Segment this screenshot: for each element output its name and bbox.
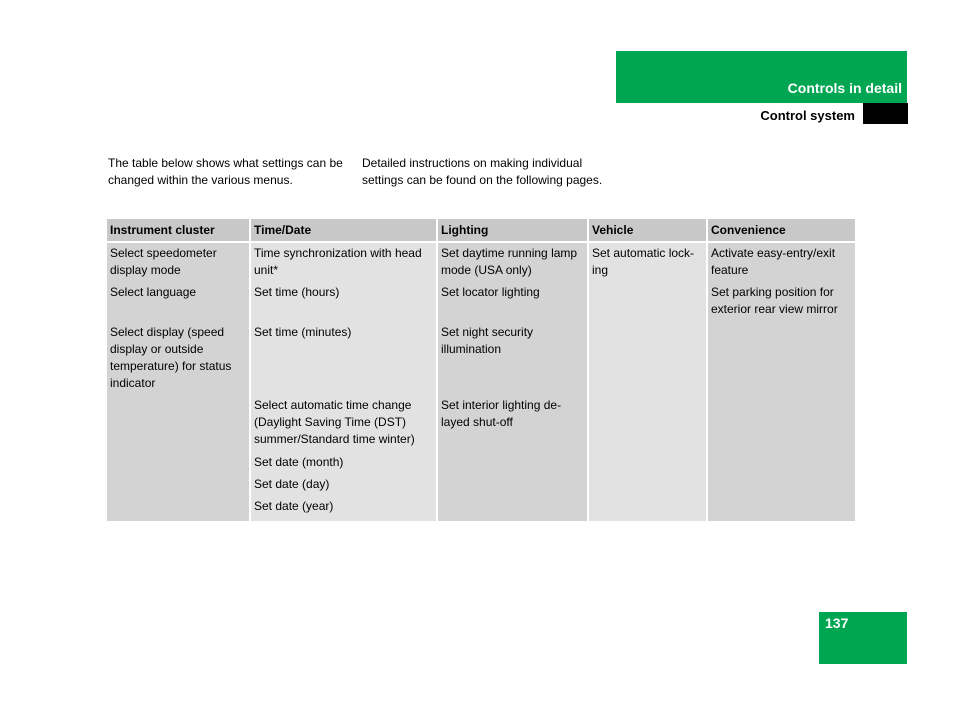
section-title: Controls in detail (787, 80, 902, 96)
table-cell (707, 474, 855, 496)
table-cell (107, 474, 250, 496)
table-cell (707, 322, 855, 395)
table-cell (707, 496, 855, 521)
table-cell: Set interior lighting de-layed shut-off (437, 395, 588, 452)
table-row (107, 452, 855, 474)
table-cell: Select language (107, 282, 250, 322)
table-cell (588, 452, 707, 474)
table-cell: Set automatic lock-ing (588, 242, 707, 282)
table-cell (588, 395, 707, 452)
column-header-vehicle: Vehicle (588, 219, 707, 242)
table-cell: Select speedometer display mode (107, 242, 250, 282)
section-marker-tab (863, 103, 908, 124)
table-cell (107, 496, 250, 521)
column-header-time-date: Time/Date (250, 219, 437, 242)
table-cell: Set parking position for exterior rear view mirror (707, 282, 855, 322)
table-cell (707, 452, 855, 474)
table-row (107, 242, 855, 282)
table-cell (437, 496, 588, 521)
table-cell: Set locator lighting (437, 282, 588, 322)
table-cell: Activate easy-entry/exit feature (707, 242, 855, 282)
table-row (107, 395, 855, 452)
table-cell (707, 395, 855, 452)
table-row (107, 496, 855, 521)
page-number: 137 (825, 615, 849, 631)
column-header-instrument-cluster: Instrument cluster (107, 219, 250, 242)
table-cell: Set daytime running lamp mode (USA only) (437, 242, 588, 282)
table-row (107, 322, 855, 395)
table-cell (107, 395, 250, 452)
table-cell: Set time (hours) (250, 282, 437, 322)
table-cell: Set time (minutes) (250, 322, 437, 395)
table-row (107, 282, 855, 322)
table-cell: Set date (year) (250, 496, 437, 521)
table-cell: Set date (day) (250, 474, 437, 496)
intro-text-right: Detailed instructions on making individual settings can be found on the following pages. (362, 156, 603, 187)
table-cell (588, 474, 707, 496)
settings-table (107, 219, 855, 521)
table-cell (437, 474, 588, 496)
column-header-lighting: Lighting (437, 219, 588, 242)
table-cell: Set night security illumination (437, 322, 588, 395)
table-header-row (107, 219, 855, 242)
table-cell (107, 452, 250, 474)
intro-text-left: The table below shows what settings can be changed within the various menus. (108, 156, 343, 187)
table-cell (588, 322, 707, 395)
subsection-title: Control system (760, 108, 855, 123)
column-header-convenience: Convenience (707, 219, 855, 242)
table-cell (588, 282, 707, 322)
table-cell (437, 452, 588, 474)
table-cell (588, 496, 707, 521)
table-row (107, 474, 855, 496)
table-cell: Select automatic time change (Daylight Saving Time (DST) summer/Standard time winter) (250, 395, 437, 452)
table-cell: Time synchronization with head unit* (250, 242, 437, 282)
table-cell: Set date (month) (250, 452, 437, 474)
table-cell: Select display (speed display or outside temperature) for status indicator (107, 322, 250, 395)
